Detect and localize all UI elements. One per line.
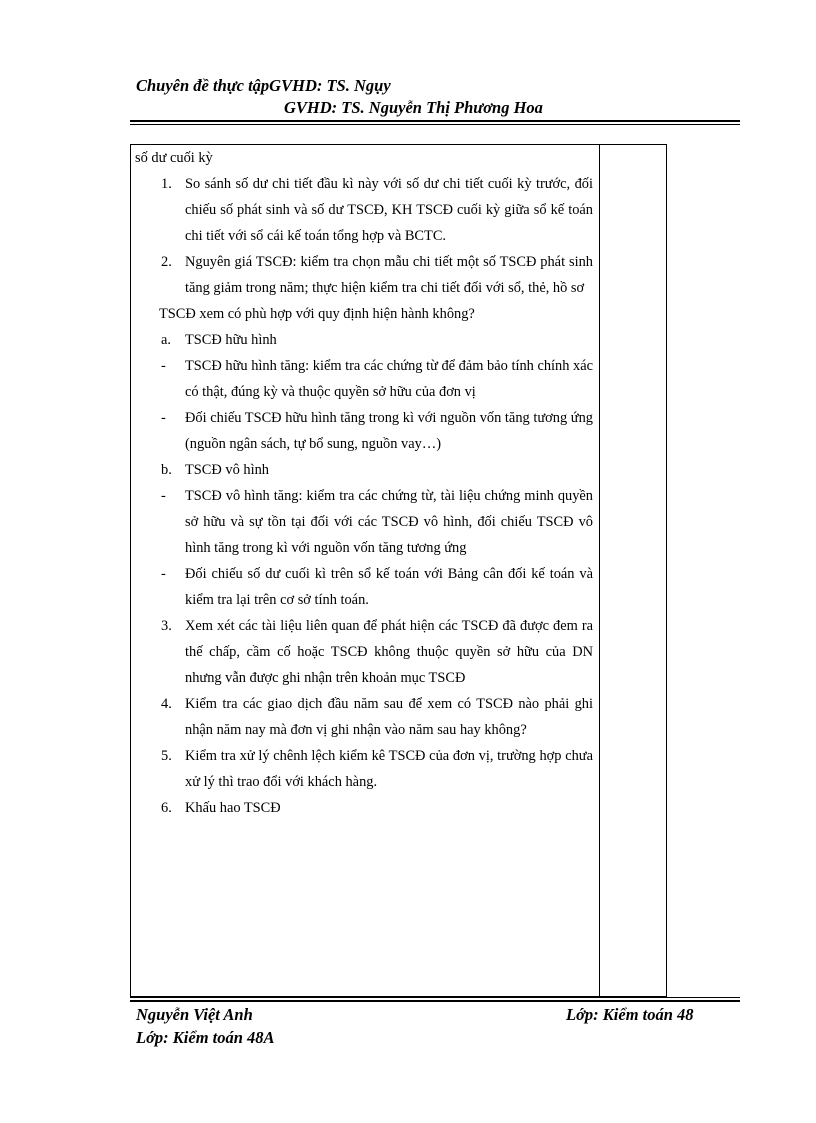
header-rule-thick (130, 120, 740, 122)
item-marker: 4. (161, 696, 172, 712)
numbered-item (135, 795, 593, 821)
bullet-text: TSCĐ vô hình tăng: kiểm tra các chứng từ, tài liệu chứng minh quyền sở hữu và sự tồn tại đối với các TSCĐ vô hình, đối chiếu TSCĐ vô hình tăng trong kì với nguồn vốn tăng tương ứng (185, 488, 593, 556)
footer-rule-thick (130, 1000, 740, 1002)
bullet-text: TSCĐ hữu hình tăng: kiểm tra các chứng từ để đảm bảo tính chính xác có thật, đúng kỳ và thuộc quyền sở hữu của đơn vị (185, 358, 593, 400)
numbered-item (135, 171, 593, 249)
section-b-heading (135, 457, 593, 483)
section-marker: b. (161, 462, 172, 478)
section-title: TSCĐ vô hình (185, 462, 269, 478)
bullet-marker: - (161, 566, 166, 582)
item-text: Nguyên giá TSCĐ: kiểm tra chọn mẫu chi tiết một số TSCĐ phát sinh tăng giảm trong năm; thực hiện kiểm tra chi tiết đối với sổ, thẻ, hồ sơ (185, 254, 593, 296)
footer-author: Nguyễn Việt Anh (136, 1005, 253, 1024)
section-title: TSCĐ hữu hình (185, 332, 277, 348)
item-marker: 6. (161, 800, 172, 816)
numbered-item (135, 691, 593, 743)
item-text: Khấu hao TSCĐ (185, 800, 281, 816)
footer-class-right: Lớp: Kiểm toán 48 (566, 1005, 694, 1024)
bullet-item (135, 483, 593, 561)
item-marker: 2. (161, 254, 172, 270)
numbered-item (135, 249, 593, 301)
item-marker: 1. (161, 176, 172, 192)
table-column-divider-2 (666, 144, 667, 997)
header-rule-thin (130, 124, 740, 125)
numbered-item (135, 613, 593, 691)
footer-class-left: Lớp: Kiểm toán 48A (136, 1028, 275, 1047)
plain-line: TSCĐ xem có phù hợp với quy định hiện hành không? (159, 306, 475, 322)
footer-rule-thin (130, 997, 740, 998)
header-line-2: GVHD: TS. Nguyễn Thị Phương Hoa (284, 98, 543, 117)
bullet-item (135, 353, 593, 405)
item-text: Xem xét các tài liệu liên quan để phát hiện các TSCĐ đã được đem ra thế chấp, cầm cố hoặc TSCĐ không thuộc quyền sở hữu của DN nhưng vẫn được ghi nhận trên khoản mục TSCĐ (185, 618, 593, 686)
item-marker: 3. (161, 618, 172, 634)
item-text: So sánh số dư chi tiết đầu kì này với số dư chi tiết cuối kỳ trước, đối chiếu số phát sinh và số dư TSCĐ, KH TSCĐ cuối kỳ giữa sổ kế toán chi tiết với sổ cái kế toán tổng hợp và BCTC. (185, 176, 593, 244)
bullet-marker: - (161, 410, 166, 426)
header-line-1: Chuyên đề thực tậpGVHD: TS. Ngụy (136, 76, 391, 95)
bullet-text: Đối chiếu số dư cuối kì trên sổ kế toán với Bảng cân đối kế toán và kiểm tra lại trên cơ sở tính toán. (185, 566, 593, 608)
table-column-divider-1 (599, 144, 600, 997)
bullet-text: Đối chiếu TSCĐ hữu hình tăng trong kì với nguồn vốn tăng tương ứng (nguồn ngân sách, tự bổ sung, nguồn vay…) (185, 410, 593, 452)
item-text: Kiểm tra xử lý chênh lệch kiểm kê TSCĐ của đơn vị, trường hợp chưa xử lý thì trao đổi với khách hàng. (185, 748, 593, 790)
section-a-heading (135, 327, 593, 353)
bullet-marker: - (161, 358, 166, 374)
bullet-item (135, 405, 593, 457)
item-marker: 5. (161, 748, 172, 764)
item-text: Kiểm tra các giao dịch đầu năm sau để xem có TSCĐ nào phải ghi nhận năm nay mà đơn vị ghi nhận vào năm sau hay không? (185, 696, 593, 738)
procedure-text (135, 145, 593, 821)
bullet-item (135, 561, 593, 613)
numbered-item (135, 743, 593, 795)
section-marker: a. (161, 332, 171, 348)
intro-line: số dư cuối kỳ (135, 150, 213, 166)
bullet-marker: - (161, 488, 166, 504)
